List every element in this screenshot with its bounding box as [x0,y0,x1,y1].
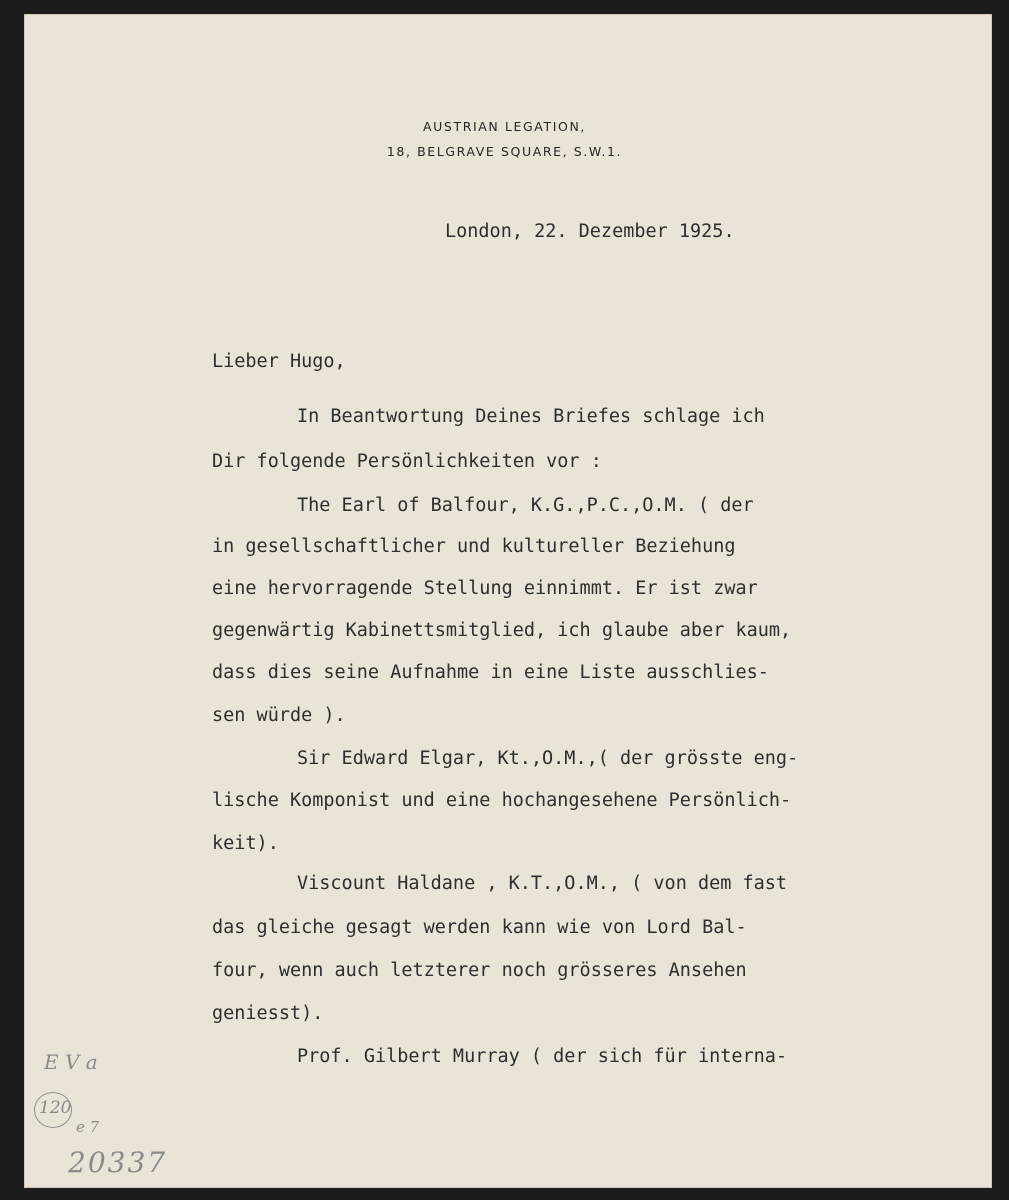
letterhead-line-2: 18, BELGRAVE SQUARE, S.W.1. [386,144,623,159]
body-line: lische Komponist und eine hochangesehene Persönlich- [212,790,792,811]
body-line: das gleiche gesagt werden kann wie von Lord Bal- [212,917,747,938]
body-line: Dir folgende Persönlichkeiten vor : [212,451,602,472]
salutation: Lieber Hugo, [212,351,346,372]
letterhead [0,114,1009,164]
body-line: The Earl of Balfour, K.G.,P.C.,O.M. ( der [297,495,754,516]
body-line: four, wenn auch letzterer noch grösseres Ansehen [212,960,747,981]
letter-date: London, 22. Dezember 1925. [445,221,735,242]
body-line: eine hervorragende Stellung einnimmt. Er ist zwar [212,578,758,599]
folio-number: 120 [39,1098,72,1118]
letterhead-line-1: AUSTRIAN LEGATION, [423,119,586,134]
body-line: Sir Edward Elgar, Kt.,O.M.,( der grösste eng- [297,748,799,769]
body-line: gegenwärtig Kabinettsmitglied, ich glaube aber kaum, [212,620,792,641]
archive-mark: E V a [44,1050,98,1074]
body-line: in gesellschaftlicher und kultureller Beziehung [212,536,736,557]
folio-suffix: e 7 [76,1118,100,1136]
body-line: dass dies seine Aufnahme in eine Liste ausschlies- [212,662,769,683]
body-line: sen würde ). [212,705,346,726]
letter-page [24,14,992,1188]
body-line: geniesst). [212,1003,324,1024]
body-line: Prof. Gilbert Murray ( der sich für interna- [297,1046,788,1067]
inventory-number: 20337 [68,1146,168,1179]
body-line: In Beantwortung Deines Briefes schlage ich [297,406,765,427]
body-line: Viscount Haldane , K.T.,O.M., ( von dem fast [297,873,788,894]
body-line: keit). [212,833,279,854]
